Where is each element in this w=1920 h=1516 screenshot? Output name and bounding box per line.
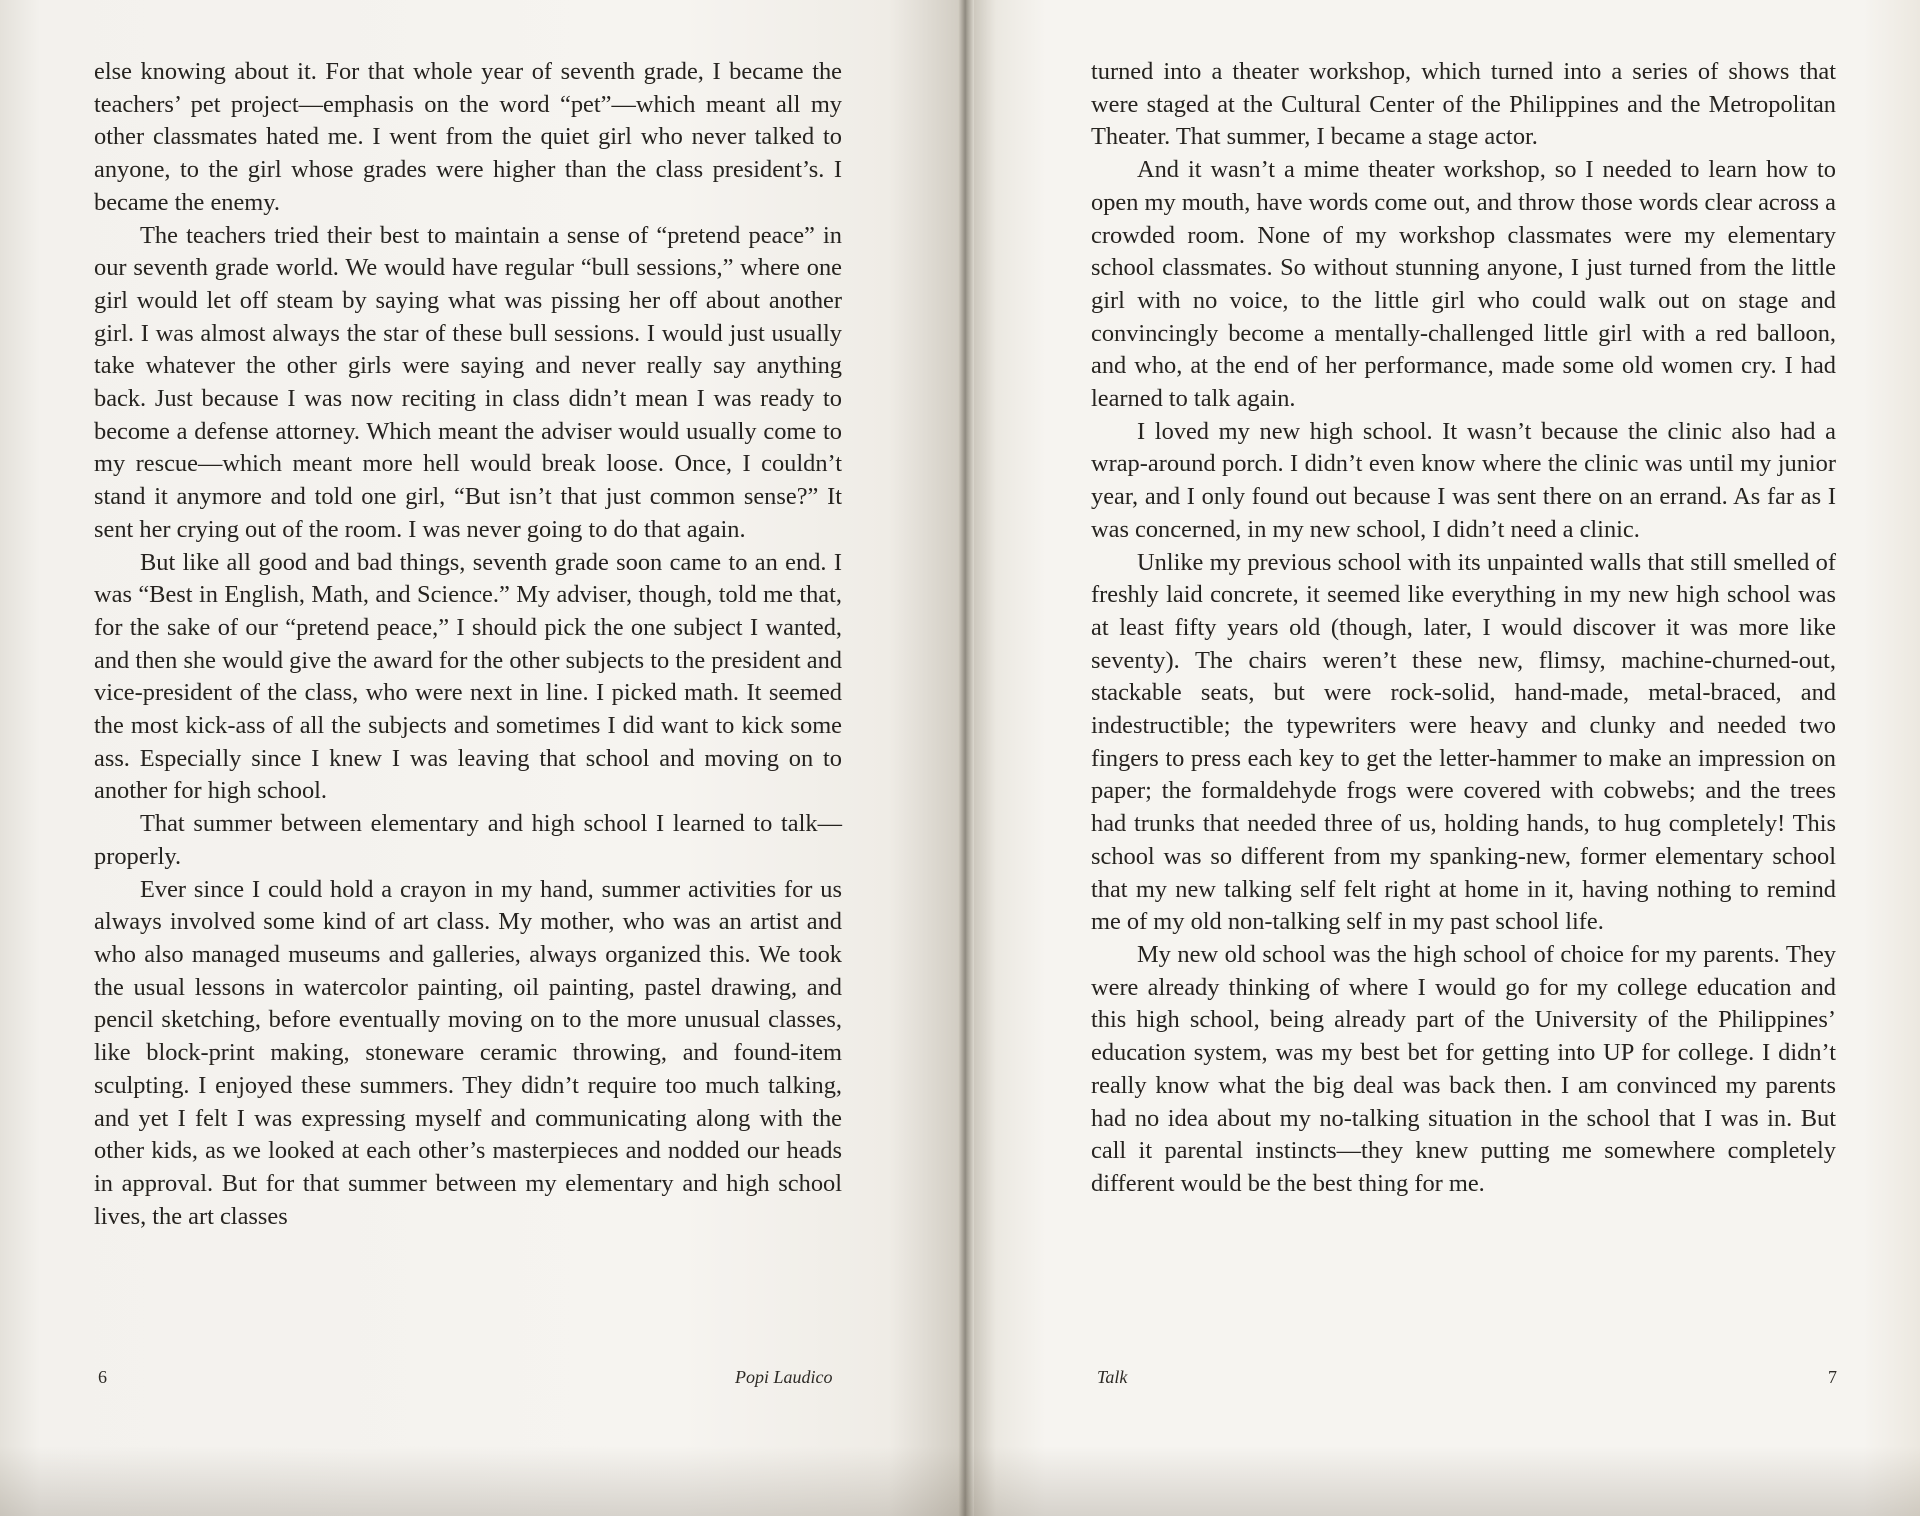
paragraph: The teachers tried their best to maintain a sense of “pretend peace” in our seventh grade world. We would have regular “bull sessions,” where one girl would let off steam by saying what was pissing her off about another girl. I was almost always the star of these bull sessions. I would just usually take whatever the other girls were saying and never really say anything back. Just because I was now reciting in class didn’t mean I was ready to become a defense attorney. Which meant the adviser would usually come to my rescue—which meant more hell would break loose. Once, I couldn’t stand it anymore and told one girl, “But isn’t that just common sense?” It sent her crying out of the room. I was never going to do that again. [94,221,842,543]
paragraph: Unlike my previous school with its unpainted walls that still smelled of freshly laid concrete, it seemed like everything in my new high school was at least fifty years old (though, later, I would discover it was more like seventy). The chairs weren’t these new, flimsy, machine-churned-out, stackable seats, but were rock-solid, hand-made, metal-braced, and indestructible; the typewriters were heavy and clunky and needed two fingers to press each key to get the letter-hammer to make an impression on paper; the formaldehyde frogs were covered with cobwebs; and the trees had trunks that needed three of us, holding hands, to hug completely! This school was so different from my spanking-new, former elementary school that my new talking self felt right at home in it, having nothing to remind me of my old non-talking self in my past school life. [1091,548,1836,936]
right-page-text [1091,56,1836,1201]
paragraph: My new old school was the high school of choice for my parents. They were already thinking of where I would go for my college education and this high school, being already part of the University of the Philippines’ education system, was my best bet for getting into UP for college. I didn’t really know what the big deal was back then. I am convinced my parents had no idea about my no-talking situation in the school that I was in. But call it parental instincts—they knew putting me somewhere completely different would be the best thing for me. [1091,940,1836,1197]
page-number-right: 7 [1828,1367,1837,1387]
paragraph: I loved my new high school. It wasn’t because the clinic also had a wrap-around porch. I didn’t even know where the clinic was until my junior year, and I only found out because I was sent there on an errand. As far as I was concerned, in my new school, I didn’t need a clinic. [1091,417,1836,543]
paragraph: That summer between elementary and high school I learned to talk—properly. [94,810,842,870]
left-page-text [94,56,842,1233]
paragraph: turned into a theater workshop, which turned into a series of shows that were staged at the Cultural Center of the Philippines and the Metropolitan Theater. That summer, I became a stage actor. [1091,58,1836,151]
running-head-title: Talk [1097,1367,1128,1387]
paragraph: Ever since I could hold a crayon in my hand, summer activities for us always involved some kind of art class. My mother, who was an artist and who also managed museums and galleries, always organized this. We took the usual lessons in watercolor painting, oil painting, pastel drawing, and pencil sketching, before eventually moving on to the more unusual classes, like block-print making, stoneware ceramic throwing, and found-item sculpting. I enjoyed these summers. They didn’t require too much talking, and yet I felt I was expressing myself and communicating along with the other kids, as we looked at each other’s masterpieces and nodded our heads in approval. But for that summer between my elementary and high school lives, the art classes [94,875,842,1230]
book-gutter [958,0,974,1516]
bottom-edge-shadow [0,1446,1920,1516]
paragraph: But like all good and bad things, seventh grade soon came to an end. I was “Best in English, Math, and Science.” My adviser, though, told me that, for the sake of our “pretend peace,” I should pick the one subject I wanted, and then she would give the award for the other subjects to the president and vice-president of the class, who were next in line. I picked math. It seemed the most kick-ass of all the subjects and sometimes I did want to kick some ass. Especially since I knew I was leaving that school and moving on to another for high school. [94,548,842,805]
paragraph: And it wasn’t a mime theater workshop, so I needed to learn how to open my mouth, have words come out, and throw those words clear across a crowded room. None of my workshop classmates were my elementary school classmates. So without stunning anyone, I just turned from the little girl with no voice, to the little girl who could walk out on stage and convincingly become a mentally-challenged little girl with a red balloon, and who, at the end of her performance, made some old women cry. I had learned to talk again. [1091,156,1836,413]
page-number-left: 6 [98,1367,107,1387]
running-head-author: Popi Laudico [735,1367,833,1387]
paragraph: else knowing about it. For that whole year of seventh grade, I became the teachers’ pet project—emphasis on the word “pet”—which meant all my other classmates hated me. I went from the quiet girl who never talked to anyone, to the girl whose grades were higher than the class president’s. I became the enemy. [94,58,842,216]
